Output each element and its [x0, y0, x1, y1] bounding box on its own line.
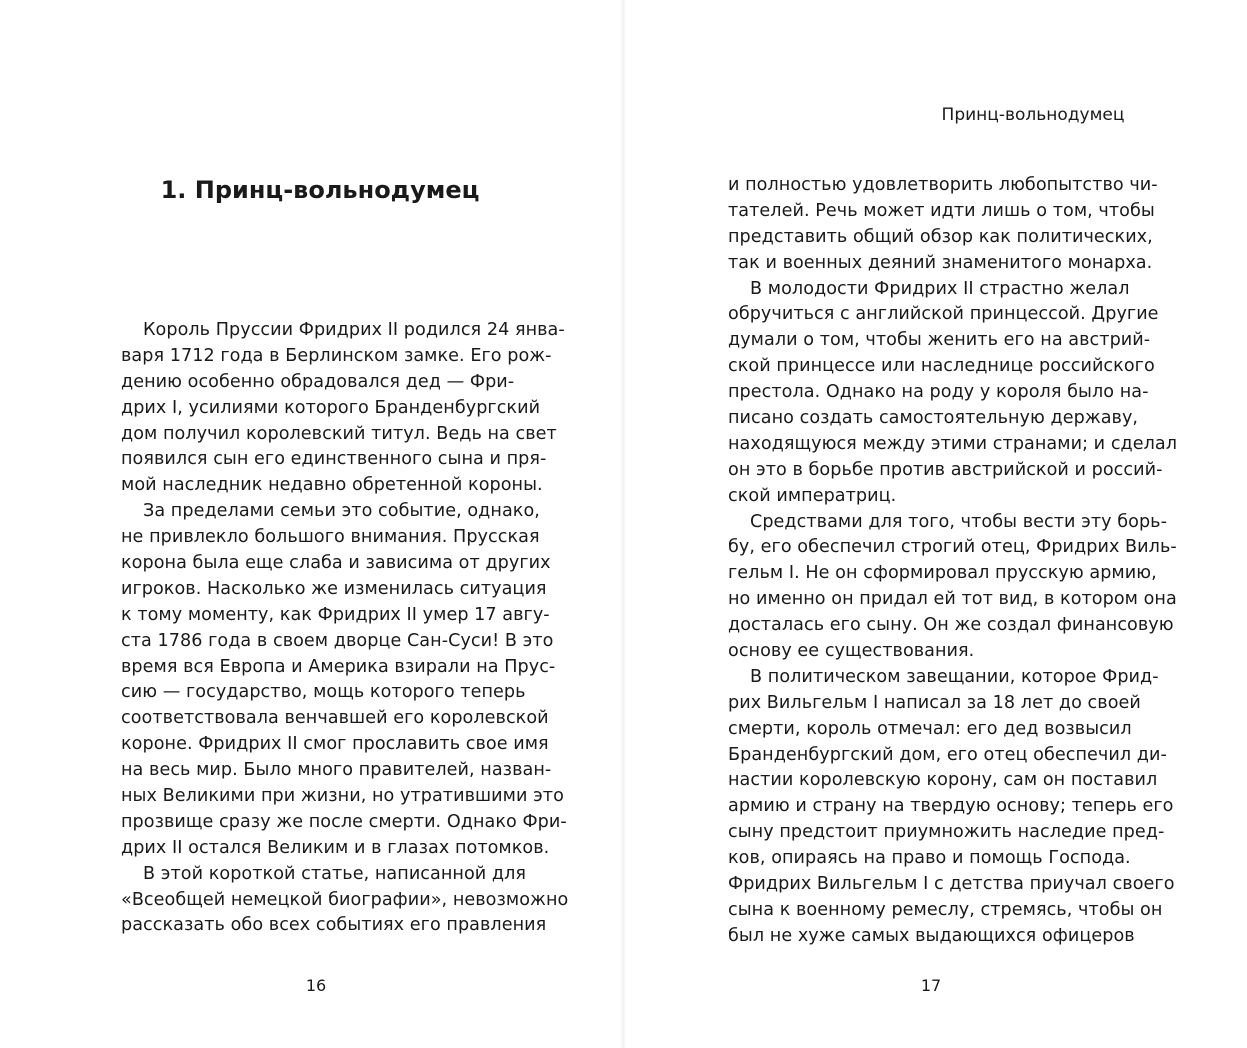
text-line: настии королевскую корону, сам он поставил	[728, 770, 1158, 791]
text-line: рассказать обо всех событиях его правления	[121, 915, 547, 936]
chapter-title: 1. Принц-вольнодумец	[160, 176, 480, 204]
text-line: думали о том, чтобы женить его на австрий-	[728, 330, 1151, 351]
text-line: За пределами семьи это событие, однако,	[143, 501, 540, 522]
text-line: армию и страну на твердую основу; теперь его	[728, 796, 1174, 817]
text-line: не привлекло большого внимания. Прусская	[121, 527, 540, 548]
text-line: смерти, король отмечал: его дед возвысил	[728, 718, 1132, 739]
text-line: Король Пруссии Фридрих II родился 24 янва-	[143, 320, 565, 340]
text-line: ков, опираясь на право и помощь Господа.	[728, 848, 1131, 869]
text-line: тателей. Речь может идти лишь о том, чтобы	[728, 200, 1155, 221]
text-line: он это в борьбе против австрийской и россий-	[728, 459, 1163, 480]
text-line: появился сын его единственного сына и пря-	[121, 449, 547, 470]
text-line: В молодости Фридрих II страстно желал	[750, 278, 1130, 299]
page-number-right: 17	[920, 976, 942, 995]
text-line: сына к военному ремеслу, стремясь, чтобы он	[728, 899, 1163, 920]
text-line: престола. Однако на роду у короля было на-	[728, 382, 1149, 403]
text-line: досталась его сыну. Он же создал финансовую	[728, 615, 1174, 636]
text-line: Фридрих Вильгельм I с детства приучал своего	[728, 874, 1175, 895]
text-line: дрих I, усилиями которого Бранденбургский	[121, 397, 541, 418]
text-line: писано создать самостоятельную державу,	[728, 408, 1139, 429]
text-line: и полностью удовлетворить любопытство чи-	[728, 175, 1158, 195]
text-line: сию — государство, мощь которого теперь	[121, 682, 526, 703]
text-line: время вся Европа и Америка взирали на Прус-	[121, 656, 556, 677]
text-line: рих Вильгельм I написал за 18 лет до своей	[728, 692, 1141, 713]
text-line: представить общий обзор как политических,	[728, 226, 1153, 247]
text-line: Средствами для того, чтобы вести эту борь-	[750, 511, 1167, 532]
left-page	[0, 0, 623, 1048]
text-line: так и военных деяний знаменитого монарха.	[728, 252, 1153, 273]
text-line: ста 1786 года в своем дворце Сан-Суси! В это	[121, 630, 554, 651]
text-line: корона была еще слаба и зависима от других	[121, 553, 551, 574]
text-line: бу, его обеспечил строгий отец, Фридрих Виль-	[728, 537, 1177, 558]
text-line: ных Великими при жизни, но утратившими это	[121, 786, 564, 807]
text-line: Бранденбургский дом, его отец обеспечил ди-	[728, 744, 1167, 765]
text-line: к тому моменту, как Фридрих II умер 17 авгу-	[121, 604, 550, 625]
text-line: на весь мир. Было много правителей, назван-	[121, 760, 552, 781]
text-line: короне. Фридрих II смог прославить свое имя	[121, 734, 549, 755]
text-line: варя 1712 года в Берлинском замке. Его рож-	[121, 345, 552, 366]
text-line: но именно он придал ей тот вид, в котором она	[728, 589, 1177, 610]
text-line: В этой короткой статье, написанной для	[143, 863, 527, 884]
text-line: соответствовала венчавшей его королевской	[121, 708, 549, 729]
text-line: был не хуже самых выдающихся офицеров	[728, 925, 1135, 946]
text-line: дению особенно обрадовался дед — Фри-	[121, 371, 515, 392]
text-line: игроков. Насколько же изменилась ситуация	[121, 578, 547, 599]
text-line: обручиться с английской принцессой. Другие	[728, 304, 1159, 325]
text-line: В политическом завещании, которое Фрид-	[750, 666, 1159, 687]
right-page	[623, 0, 1247, 1048]
text-line: дрих II остался Великим и в глазах потомков.	[121, 837, 550, 858]
text-line: находящуюся между этими странами; и сделал	[728, 433, 1178, 454]
text-line: ской принцессе или наследнице российского	[728, 356, 1155, 377]
text-line: мой наследник недавно обретенной короны.	[121, 475, 543, 496]
text-line: прозвище сразу же после смерти. Однако Фри-	[121, 811, 567, 832]
text-line: основу ее существования.	[728, 641, 975, 662]
text-line: ской императриц.	[728, 485, 897, 506]
text-line: гельм I. Не он сформировал прусскую армию,	[728, 563, 1157, 584]
running-head: Принц-вольнодумец	[941, 105, 1125, 125]
left-body-text	[121, 318, 569, 939]
page-number-left: 16	[305, 976, 327, 995]
text-line: дом получил королевский титул. Ведь на свет	[121, 423, 557, 444]
text-line: «Всеобщей немецкой биографии», невозможно	[121, 889, 569, 910]
right-body-text	[728, 173, 1178, 950]
text-line: сыну предстоит приумножить наследие пред-	[728, 822, 1165, 843]
